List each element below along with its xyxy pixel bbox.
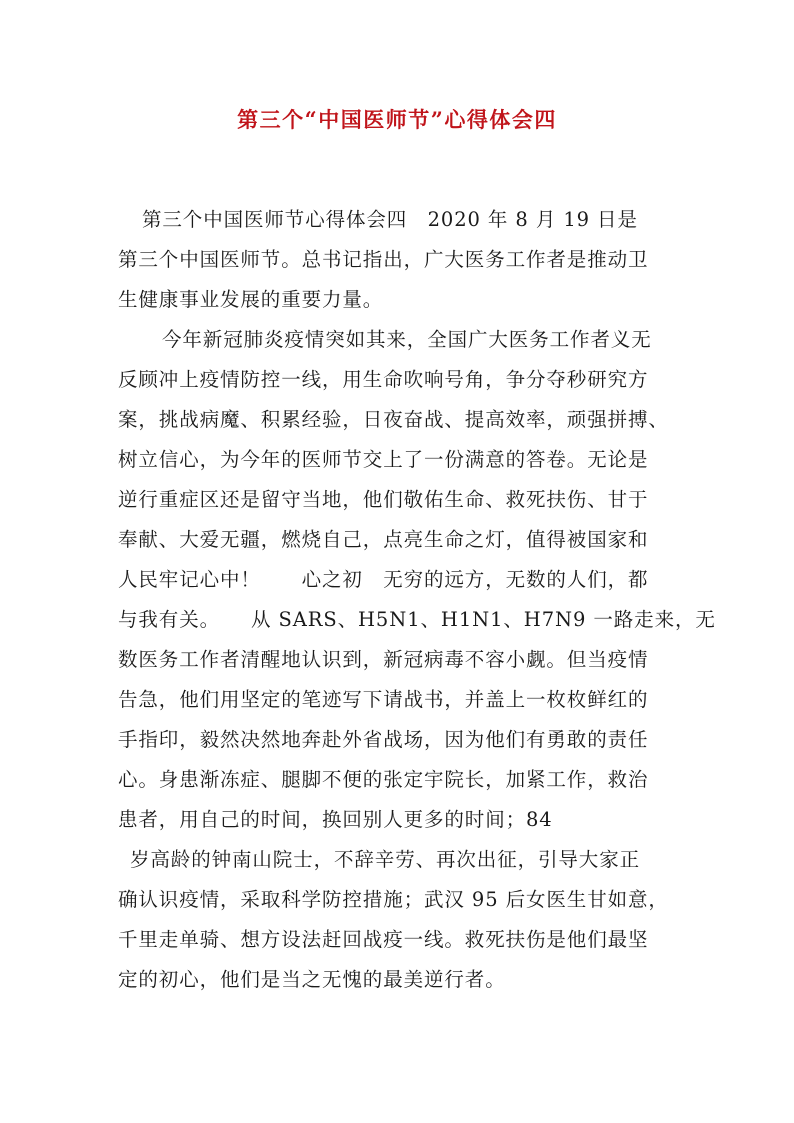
document-title: 第三个“中国医师节”心得体会四 [237,107,557,132]
body-line: 确认识疫情，采取科学防控措施；武汉 95 后女医生甘如意， [118,888,669,911]
body-line: 与我有关。 从 SARS、H5N1、H1N1、H7N9 一路走来，无 [118,608,716,631]
body-line: 心。身患渐冻症、腿脚不便的张定宇院长，加紧工作，救治 [118,768,649,791]
body-line: 树立信心，为今年的医师节交上了一份满意的答卷。无论是 [118,448,649,471]
body-line: 手指印，毅然决然地奔赴外省战场，因为他们有勇敢的责任 [118,728,649,751]
body-line: 患者，用自己的时间，换回别人更多的时间；84 [118,808,553,831]
body-line: 反顾冲上疫情防控一线，用生命吹响号角，争分夺秒研究方 [118,368,649,391]
body-line: 告急，他们用坚定的笔迹写下请战书，并盖上一枚枚鲜红的 [118,688,649,711]
body-line: 奉献、大爱无疆，燃烧自己，点亮生命之灯，值得被国家和 [118,528,649,551]
body-line: 生健康事业发展的重要力量。 [118,288,384,311]
body-line: 定的初心，他们是当之无愧的最美逆行者。 [118,968,506,991]
body-line: 人民牢记心中！ 心之初 无穷的远方，无数的人们，都 [118,568,649,591]
body-line: 千里走单骑、想方设法赶回战疫一线。救死扶伤是他们最坚 [118,928,649,951]
body-line: 逆行重症区还是留守当地，他们敬佑生命、救死扶伤、甘于 [118,488,649,511]
body-line: 第三个中国医师节心得体会四 2020 年 8 月 19 日是 [142,208,638,231]
body-line: 岁高龄的钟南山院士，不辞辛劳、再次出征，引导大家正 [130,848,641,871]
body-line: 案，挑战病魔、积累经验，日夜奋战、提高效率，顽强拼搏、 [118,408,669,431]
body-line: 第三个中国医师节。总书记指出，广大医务工作者是推动卫 [118,248,649,271]
body-line: 数医务工作者清醒地认识到，新冠病毒不容小觑。但当疫情 [118,648,649,671]
body-line: 今年新冠肺炎疫情突如其来，全国广大医务工作者义无 [162,328,652,351]
